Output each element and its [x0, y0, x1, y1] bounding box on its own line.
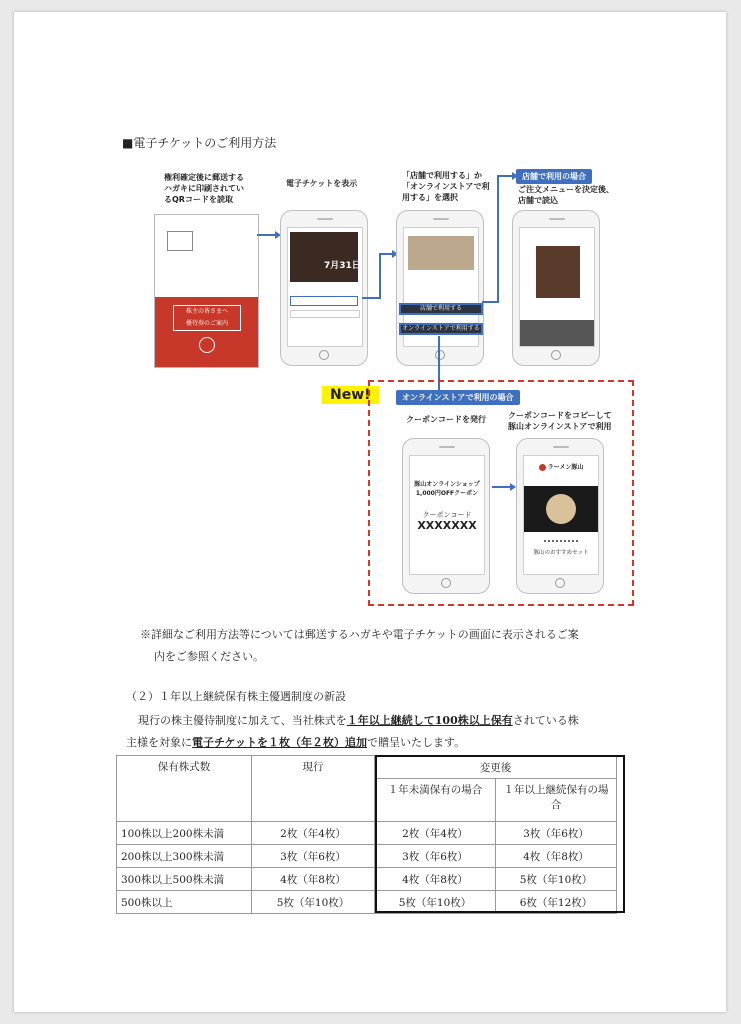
table-row	[117, 822, 617, 845]
cell-under: 3枚（年6枚）	[375, 845, 496, 868]
usage-note-line1: ※詳細なご利用方法等については郵送するハガキや電子チケットの画面に表示されるご案	[140, 628, 579, 641]
postcard-line1: 株主の皆さまへ	[185, 308, 228, 315]
p2a: 主様を対象に	[126, 736, 192, 749]
step3-caption: 「店舗で利用する」か 「オンラインストアで利 用する」を選択	[402, 171, 490, 202]
store-logo-icon	[539, 464, 546, 471]
screen-footer	[520, 320, 594, 346]
home-button	[551, 350, 561, 360]
coupon-code-label: クーポンコード	[422, 511, 472, 519]
home-button	[441, 578, 451, 588]
arrow-connector-icon	[362, 248, 398, 300]
menu-photo	[408, 236, 474, 270]
header-after: 変更後	[375, 756, 617, 779]
cell-shares: 100株以上200株未満	[117, 822, 252, 845]
step2-caption: 電子チケットを表示	[286, 179, 358, 188]
phone-screen	[519, 227, 595, 347]
home-button	[555, 578, 565, 588]
cell-shares: 300株以上500株未満	[117, 868, 252, 891]
table-row	[117, 891, 617, 914]
p2b: 電子チケットを１枚（年２枚）追加	[192, 736, 368, 749]
cell-under: 5枚（年10枚）	[375, 891, 496, 914]
postcard-line2: 優待券のご案内	[185, 320, 228, 327]
store-header	[524, 462, 598, 471]
benefit-table	[116, 755, 617, 914]
cell-current: 2枚（年4枚）	[252, 822, 375, 845]
subsection-heading: （２）１年以上継続保有株主優遇制度の新設	[126, 690, 346, 703]
phone-ticket-display	[280, 210, 368, 366]
cell-over: 3枚（年6枚）	[496, 822, 617, 845]
cell-over: 5枚（年10枚）	[496, 868, 617, 891]
phone-store-qr	[512, 210, 600, 366]
document-page	[14, 12, 726, 1012]
step1-caption: 権利確定後に郵送する ハガキに印刷されてい るQRコードを読取	[164, 173, 244, 204]
phone-screen	[409, 455, 485, 575]
section-title: ■電子チケットのご利用方法	[122, 136, 277, 150]
store-use-tag: 店舗で利用の場合	[516, 169, 592, 184]
phone-online-store	[516, 438, 604, 594]
phone-speaker	[317, 218, 333, 220]
phone-speaker	[439, 446, 455, 448]
ticket-photo	[290, 232, 358, 282]
phone-speaker	[553, 446, 569, 448]
p1c: されている株	[512, 714, 579, 727]
cell-under: 4枚（年8枚）	[375, 868, 496, 891]
store-caption: 豚山のおすすめセット	[533, 550, 589, 556]
phone-speaker	[549, 218, 565, 220]
step4-caption: ご注文メニューを決定後、 店舗で読込	[518, 185, 614, 205]
cell-shares: 200株以上300株未満	[117, 845, 252, 868]
coupon-code: XXXXXXX	[417, 519, 477, 532]
header-current: 現行	[252, 756, 375, 822]
ramen-photo	[524, 486, 598, 532]
logo-icon	[199, 337, 215, 353]
postcard-red-area	[155, 297, 258, 367]
table-header-row	[117, 756, 617, 779]
coupon-issue-caption: クーポンコードを発行	[406, 415, 486, 424]
cell-over: 6枚（年12枚）	[496, 891, 617, 914]
online-use-button[interactable]: オンラインストアで利用する	[399, 323, 483, 335]
arrow-right-icon	[257, 230, 281, 240]
store-use-button[interactable]: 店舗で利用する	[399, 303, 483, 315]
ticket-select-box	[290, 296, 358, 306]
header-over1: １年以上継続保有の場合	[496, 779, 617, 822]
cell-under: 2枚（年4枚）	[375, 822, 496, 845]
cell-shares: 500株以上	[117, 891, 252, 914]
p2c: で贈呈いたします。	[367, 736, 466, 749]
carousel-dots	[544, 540, 578, 544]
p1b: １年以上継続して100株以上保有	[346, 714, 513, 727]
paragraph-line1	[126, 710, 646, 732]
ramen-bowl	[546, 494, 576, 524]
phone-screen	[287, 227, 363, 347]
postcard-image	[154, 214, 259, 368]
coupon-title: 豚山オンラインショップ 1,000円OFFクーポン	[414, 481, 480, 497]
new-badge: New!	[322, 386, 379, 404]
store-header-text: ラーメン豚山	[547, 464, 584, 471]
cell-current: 5枚（年10枚）	[252, 891, 375, 914]
subsection-paragraph	[126, 710, 646, 754]
home-button	[319, 350, 329, 360]
phone-speaker	[433, 218, 449, 220]
phone-screen	[523, 455, 599, 575]
cell-over: 4枚（年8枚）	[496, 845, 617, 868]
ticket-date: 7月31日	[324, 261, 361, 271]
p1a: 現行の株主優待制度に加えて、当社株式を	[138, 714, 347, 727]
arrow-right-icon	[492, 482, 516, 492]
paragraph-line2	[126, 732, 646, 754]
table-row	[117, 868, 617, 891]
table-row	[117, 845, 617, 868]
coupon-copy-caption: クーポンコードをコピーして 豚山オンラインストアで利用	[508, 411, 612, 431]
header-shares: 保有株式数	[117, 756, 252, 822]
cell-current: 4枚（年8枚）	[252, 868, 375, 891]
header-under1: １年未満保有の場合	[375, 779, 496, 822]
cell-current: 3枚（年6枚）	[252, 845, 375, 868]
usage-note	[140, 624, 640, 668]
ticket-row	[290, 310, 360, 318]
phone-coupon	[402, 438, 490, 594]
qr-display	[536, 246, 580, 298]
qr-box	[167, 231, 193, 251]
postcard-banner	[173, 305, 241, 331]
online-use-tag: オンラインストアで利用の場合	[396, 390, 520, 405]
usage-note-line2: 内をご参照ください。	[154, 650, 264, 663]
